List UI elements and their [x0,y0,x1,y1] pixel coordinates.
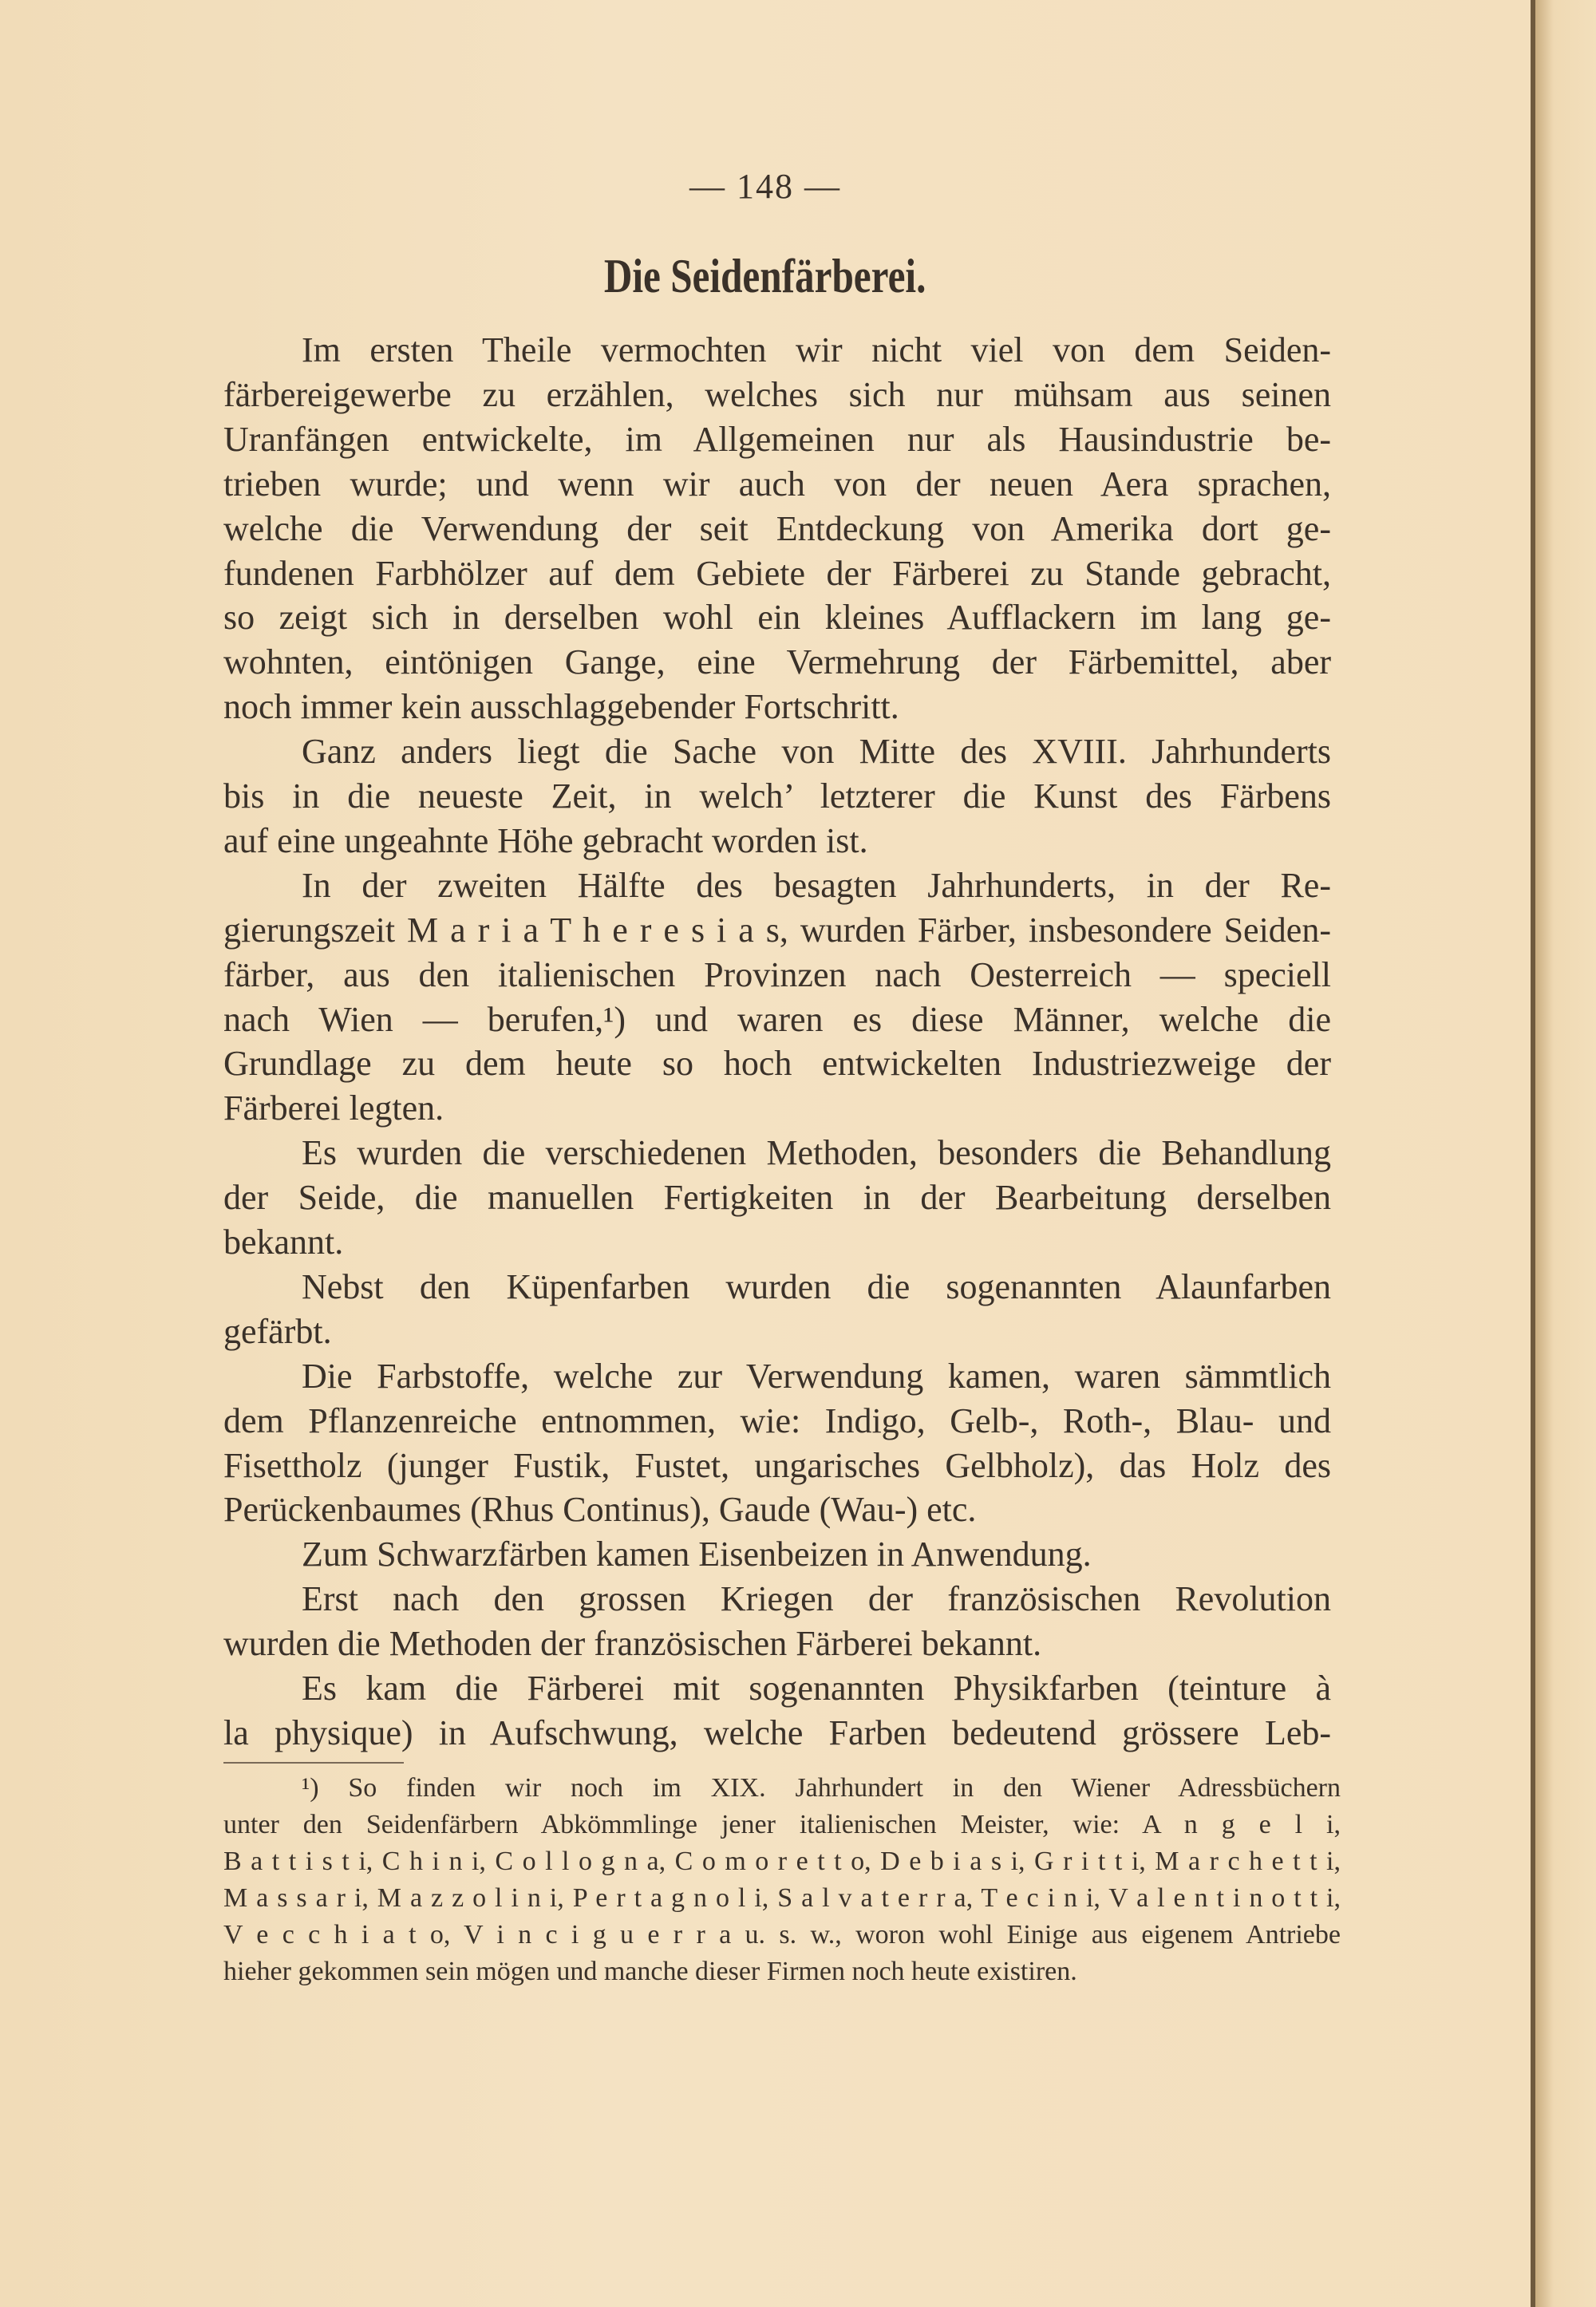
text-line: trieben wurde; und wenn wir auch von der neuen Aera sprachen, [223,464,1331,504]
text-line: fundenen Farbhölzer auf dem Gebiete der Färberei zu Stande gebracht, [223,553,1331,593]
adjacent-page-edge [1535,0,1596,2307]
text-line: Es wurden die verschiedenen Methoden, besonders die Behandlung [302,1133,1331,1173]
text-line: auf eine ungeahnte Höhe gebracht worden ist. [223,820,868,860]
footnote-line: ¹) So finden wir noch im XIX. Jahrhundert in den Wiener Adressbüchern [302,1773,1341,1803]
footnote-line: M a s s a r i, M a z z o l i n i, P e r t a g n o l i, S a l v a t e r r a, T e c i n i, V a l e n t i n o t t i, [223,1883,1341,1913]
text-line: Zum Schwarzfärben kamen Eisenbeizen in Anwendung. [302,1535,1092,1574]
text-line: bis in die neueste Zeit, in welch’ letzterer die Kunst des Färbens [223,776,1331,816]
text-line: wurden die Methoden der französischen Färberei bekannt. [223,1624,1042,1664]
text-line: der Seide, die manuellen Fertigkeiten in der Bearbeitung derselben [223,1178,1331,1218]
text-line: Fisettholz (junger Fustik, Fustet, ungarisches Gelbholz), das Holz des [223,1445,1331,1485]
text-line: bekannt. [223,1223,344,1262]
text-line: gierungszeit M a r i a T h e r e s i a s, wurden Färber, insbesondere Seiden- [223,910,1331,950]
page-number: — 148 — [689,167,841,206]
chapter-title: Die Seidenfärberei. [603,250,926,302]
text-line: Erst nach den grossen Kriegen der französischen Revolution [302,1579,1331,1619]
text-line: Grundlage zu dem heute so hoch entwickelten Industriezweige der [223,1044,1331,1084]
text-line: welche die Verwendung der seit Entdeckung von Amerika dort ge- [223,508,1331,548]
footnote-line: B a t t i s t i, C h i n i, C o l l o g n a, C o m o r e t t o, D e b i a s i, G r i t t i, M a r c h e t t i, [223,1847,1341,1876]
text-line: Die Farbstoffe, welche zur Verwendung kamen, waren sämmtlich [302,1356,1331,1396]
text-line: so zeigt sich in derselben wohl ein kleines Aufflackern im lang ge- [223,598,1331,638]
footnote-line: hieher gekommen sein mögen und manche dieser Firmen noch heute existiren. [223,1957,1077,1986]
footnote-line: V e c c h i a t o, V i n c i g u e r r a u. s. w., woron wohl Einige aus eigenem Antriebe [223,1920,1341,1949]
text-line: dem Pflanzenreiche entnommen, wie: Indigo, Gelb-, Roth-, Blau- und [223,1400,1331,1440]
text-line: Nebst den Küpenfarben wurden die sogenannten Alaunfarben [302,1266,1331,1306]
text-line: gefärbt. [223,1311,332,1351]
text-line: Färberei legten. [223,1088,444,1128]
footnote-line: unter den Seidenfärbern Abkömmlinge jener italienischen Meister, wie: A n g e l i, [223,1810,1341,1839]
text-line: noch immer kein ausschlaggebender Fortschritt. [223,687,899,727]
text-line: färber, aus den italienischen Provinzen nach Oesterreich — speciell [223,954,1331,994]
text-line: färbereigewerbe zu erzählen, welches sich nur mühsam aus seinen [223,374,1331,414]
text-line: In der zweiten Hälfte des besagten Jahrhunderts, in der Re- [302,865,1331,905]
text-line: Ganz anders liegt die Sache von Mitte des XVIII. Jahrhunderts [302,732,1331,772]
text-line: Im ersten Theile vermochten wir nicht viel von dem Seiden- [302,330,1331,369]
text-line: wohnten, eintönigen Gange, eine Vermehrung der Färbemittel, aber [223,642,1331,682]
text-line: nach Wien — berufen,¹) und waren es diese Männer, welche die [223,999,1331,1039]
text-line: Perückenbaumes (Rhus Continus), Gaude (Wau-) etc. [223,1490,977,1530]
footnote-separator [223,1762,404,1764]
text-line: Es kam die Färberei mit sogenannten Physikfarben (teinture à [302,1669,1331,1708]
text-line: Uranfängen entwickelte, im Allgemeinen nur als Hausindustrie be- [223,419,1331,459]
text-line: la physique) in Aufschwung, welche Farben bedeutend grössere Leb- [223,1712,1331,1752]
